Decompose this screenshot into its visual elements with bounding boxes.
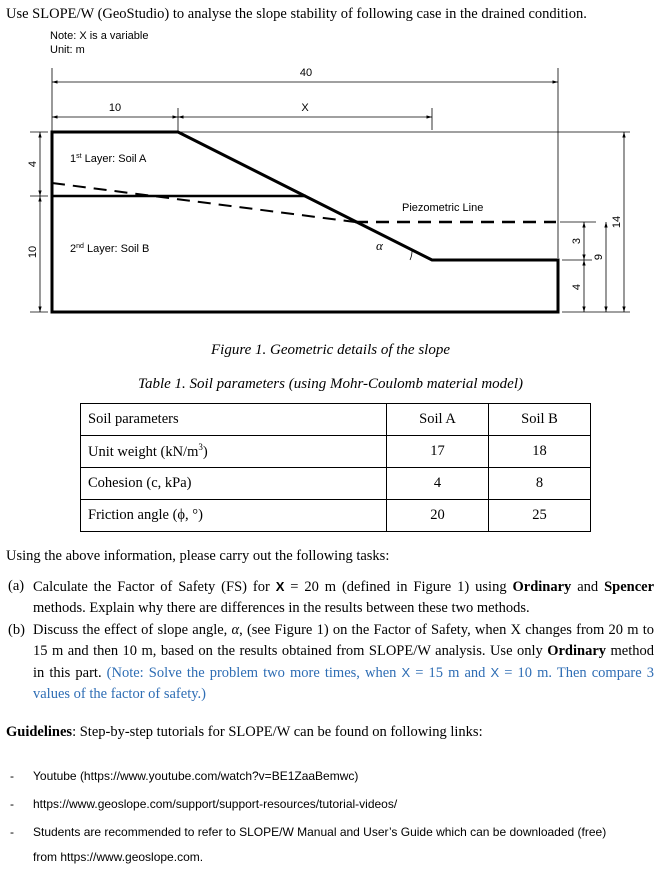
- table-header-cell: Soil A: [387, 404, 489, 436]
- manual-note: Students are recommended to refer to SLOPE/W Manual and User’s Guide which can be downloaded (free): [33, 825, 607, 839]
- dim-right-9-label: 9: [593, 253, 605, 261]
- task-a-label: (a): [8, 578, 25, 594]
- dim-right-3-label: 3: [571, 237, 583, 245]
- bullet: -: [10, 797, 14, 811]
- dim-x-label: X: [301, 102, 309, 114]
- alpha-arc: [410, 250, 412, 260]
- layer2-label: 2nd Layer: Soil B: [70, 243, 150, 255]
- soil-parameters-table: [80, 403, 591, 532]
- link-geoslope-tutorials[interactable]: https://www.geoslope.com/support/support-resources/tutorial-videos/: [33, 797, 398, 811]
- guidelines: [6, 724, 483, 741]
- table-cell-label: Friction angle (ϕ, °): [81, 500, 387, 532]
- table-header-row: [81, 404, 591, 436]
- dim-right-14-label: 14: [611, 215, 623, 229]
- table-cell: 8: [489, 468, 591, 500]
- table-cell: 17: [387, 436, 489, 468]
- dim-right-4-label: 4: [571, 283, 583, 291]
- alpha-label: α: [376, 238, 383, 253]
- figure-caption: Figure 1. Geometric details of the slope: [211, 342, 450, 358]
- table-header-cell: Soil B: [489, 404, 591, 436]
- table-cell-label: Unit weight $(kN/m^3)$: [81, 436, 387, 468]
- link-geoslope-home[interactable]: from https://www.geoslope.com.: [33, 850, 204, 864]
- table-cell: 18: [489, 436, 591, 468]
- bullet: -: [10, 769, 14, 783]
- table-cell: 4: [387, 468, 489, 500]
- piezometric-line-slope: [52, 183, 355, 222]
- slope-figure: [0, 0, 661, 340]
- task-a-text: Calculate the Factor of Safety (FS) for X = 20 m (defined in Figure 1) using Ordinary and Spencer methods. Explain why there are differences in the results between these two methods.: [33, 579, 654, 616]
- table-cell-label: Cohesion (c, kPa): [81, 468, 387, 500]
- dim-left-4-label: 4: [27, 160, 39, 168]
- guidelines-label: Guidelines: [6, 724, 73, 740]
- dim-crest-label: 10: [108, 102, 122, 114]
- link-youtube[interactable]: Youtube (https://www.youtube.com/watch?v=BE1ZaaBemwc): [33, 769, 359, 783]
- table-row: [81, 500, 591, 532]
- guidelines-text: : Step-by-step tutorials for SLOPE/W can be found on following links:: [72, 724, 483, 740]
- note-variable: Note: X is a variable: [50, 30, 149, 42]
- task-b: [8, 620, 654, 705]
- piezometric-label: Piezometric Line: [402, 202, 484, 214]
- table-row: [81, 436, 591, 468]
- task-b-text: Discuss the effect of slope angle, α, (see Figure 1) on the Factor of Safety, when X changes from 20 m to 15 m and then 10 m, based on the results obtained from SLOPE/W analysis. Use only Ordinary method in this part. (Note: Solve the problem two more times, when X = 15 m and X = 10 m. Then compare 3 values of the factor of safety.): [33, 622, 654, 702]
- table-cell: 20: [387, 500, 489, 532]
- task-a: [8, 576, 654, 619]
- table-caption: Table 1. Soil parameters (using Mohr-Coulomb material model): [138, 376, 523, 392]
- dim-total-label: 40: [299, 67, 313, 79]
- tasks-intro: Using the above information, please carry out the following tasks:: [6, 548, 390, 564]
- layer1-label: 1st Layer: Soil A: [70, 153, 147, 165]
- table-header-cell: Soil parameters: [81, 404, 387, 436]
- task-b-label: (b): [8, 622, 25, 638]
- intro-text: Use SLOPE/W (GeoStudio) to analyse the slope stability of following case in the drained condition.: [6, 6, 587, 22]
- table-cell: 25: [489, 500, 591, 532]
- dim-left-10-label: 10: [27, 245, 39, 259]
- table-row: [81, 468, 591, 500]
- note-unit: Unit: m: [50, 44, 85, 56]
- bullet: -: [10, 825, 14, 839]
